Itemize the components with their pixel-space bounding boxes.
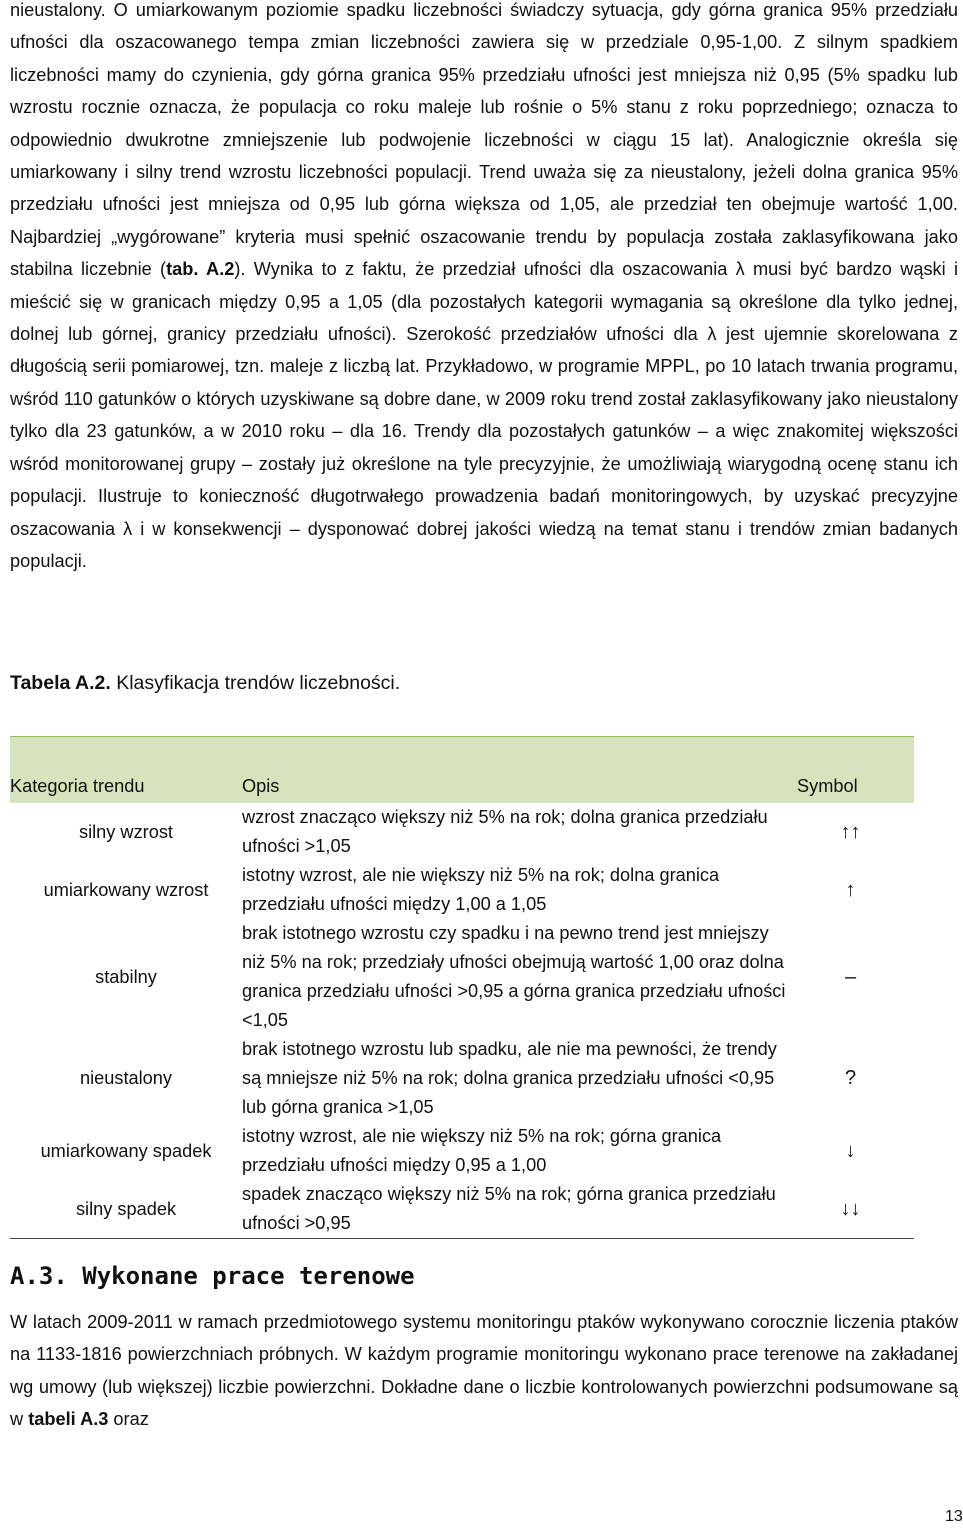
- paragraph-text: nieustalony. O umiarkowanym poziomie spadku liczebności świadczy sytuacja, gdy górna granica 95% przedziału ufności dla oszacowanego tempa zmian liczebności zawiera się w przedziale 0,95-1,00. Z silnym spadkiem liczebności mamy do czynienia, gdy górna granica 95% przedziału ufności jest mniejsza niż 0,95 (5% spadku lub wzrostu rocznie oznacza, że populacja co roku maleje lub rośnie o 5% stanu z roku poprzedniego; oznacza to odpowiednio dwukrotne zmniejszenie lub podwojenie liczebności w ciągu 15 lat). Analogicznie określa się umiarkowany i silny trend wzrostu liczebności populacji. Trend uważa się za nieustalony, jeżeli dolna granica 95% przedziału ufności jest mniejsza od 0,95 lub górna większa od 1,05, ale przedział ten obejmuje wartość 1,00. Najbardziej „wygórowane” kryteria musi spełnić oszacowanie trendu by populacja została zaklasyfikowana jako stabilna liczebnie (: [10, 0, 958, 280]
- category-cell: silny spadek: [10, 1180, 242, 1239]
- section-heading: A.3. Wykonane prace terenowe: [10, 1262, 415, 1290]
- description-cell: brak istotnego wzrostu czy spadku i na pewno trend jest mniejszy niż 5% na rok; przedziały ufności obejmują wartość 1,00 oraz dolna granica przedziału ufności >0,95 a górna granica przedziału ufności <1,05: [242, 923, 786, 1030]
- table-row: [10, 1035, 914, 1122]
- body-paragraph-fieldwork: [10, 1306, 958, 1436]
- paragraph-text-continued: ). Wynika to z faktu, że przedział ufności dla oszacowania λ musi być bardzo wąski i mieścić się w granicach między 0,95 a 1,05 (dla pozostałych kategorii wymagania są określone dla tylko jednej, dolnej lub górnej, granicy przedziału ufności). Szerokość przedziałów ufności dla λ jest ujemnie skorelowana z długością serii pomiarowej, tzn. maleje z liczbą lat. Przykładowo, w programie MPPL, po 10 latach trwania programu, wśród 110 gatunków o których uzyskiwane są dobre dane, w 2009 roku trend został zaklasyfikowany jako nieustalony tylko dla 23 gatunków, a w 2010 roku – dla 16. Trendy dla pozostałych gatunków – a więc znakomitej większości wśród monitorowanej grupy – zostały już określone na tyle precyzyjnie, że umożliwiają wiarygodną ocenę stanu ich populacji. Ilustruje to konieczność długotrwałego prowadzenia badań monitoringowych, by uzyskać precyzyjne oszacowania λ i w konsekwencji – dysponować dobrej jakości wiedzą na temat stanu i trendów zmian badanych populacji.: [10, 259, 959, 571]
- description-cell: istotny wzrost, ale nie większy niż 5% na rok; górna granica przedziału ufności między 0,95 a 1,00: [242, 1126, 722, 1175]
- description-cell: wzrost znacząco większy niż 5% na rok; dolna granica przedziału ufności >1,05: [242, 807, 768, 856]
- header-symbol: Symbol: [787, 737, 914, 804]
- table-row: [10, 919, 914, 1035]
- table-caption-label: Tabela A.2.: [10, 672, 111, 694]
- header-category: Kategoria trendu: [10, 737, 242, 804]
- body-paragraph-trends: [10, 0, 958, 577]
- trend-symbol-icon: ↑: [845, 878, 856, 901]
- category-cell: nieustalony: [79, 1068, 172, 1088]
- description-cell: spadek znacząco większy niż 5% na rok; górna granica przedziału ufności >0,95: [242, 1180, 787, 1239]
- trend-classification-table: [10, 736, 914, 1239]
- table-row: [10, 803, 914, 861]
- table-row: [10, 861, 914, 919]
- trend-symbol-icon: ?: [844, 1067, 857, 1089]
- table-caption: [10, 672, 400, 695]
- trend-symbol-icon: ↓: [845, 1139, 856, 1162]
- trend-symbol-icon: ↑↑: [840, 820, 861, 843]
- description-cell: brak istotnego wzrostu lub spadku, ale nie ma pewności, że trendy są mniejsze niż 5% na rok; dolna granica przedziału ufności <0,95 lub górna granica >1,05: [242, 1039, 777, 1117]
- trend-symbol-icon: –: [844, 965, 857, 988]
- table-reference: tab. A.2: [166, 259, 235, 280]
- table-row: [10, 1180, 914, 1239]
- table-caption-text: Klasyfikacja trendów liczebności.: [110, 672, 401, 694]
- category-cell: stabilny: [95, 966, 157, 987]
- table-row: [10, 1122, 914, 1180]
- page-number: 13: [945, 1508, 963, 1525]
- category-cell: silny wzrost: [79, 821, 173, 842]
- table-reference: tabeli A.3: [28, 1409, 109, 1430]
- paragraph-text: W latach 2009-2011 w ramach przedmiotowego systemu monitoringu ptaków wykonywano corocznie liczenia ptaków na 1133-1816 powierzchniach próbnych. W każdym programie monitoringu wykonano prace terenowe na zakładanej wg umowy (lub większej) liczbie powierzchni. Dokładne dane o liczbie kontrolowanych powierzchni podsumowane są w: [10, 1312, 958, 1430]
- category-cell: umiarkowany wzrost: [43, 879, 209, 900]
- header-description: Opis: [242, 737, 787, 804]
- table-header-row: [10, 737, 914, 804]
- description-cell: istotny wzrost, ale nie większy niż 5% na rok; dolna granica przedziału ufności między 1,00 a 1,05: [242, 865, 720, 914]
- category-cell: umiarkowany spadek: [40, 1140, 212, 1161]
- trend-symbol-icon: ↓↓: [787, 1180, 914, 1239]
- paragraph-text-continued: oraz: [108, 1409, 149, 1430]
